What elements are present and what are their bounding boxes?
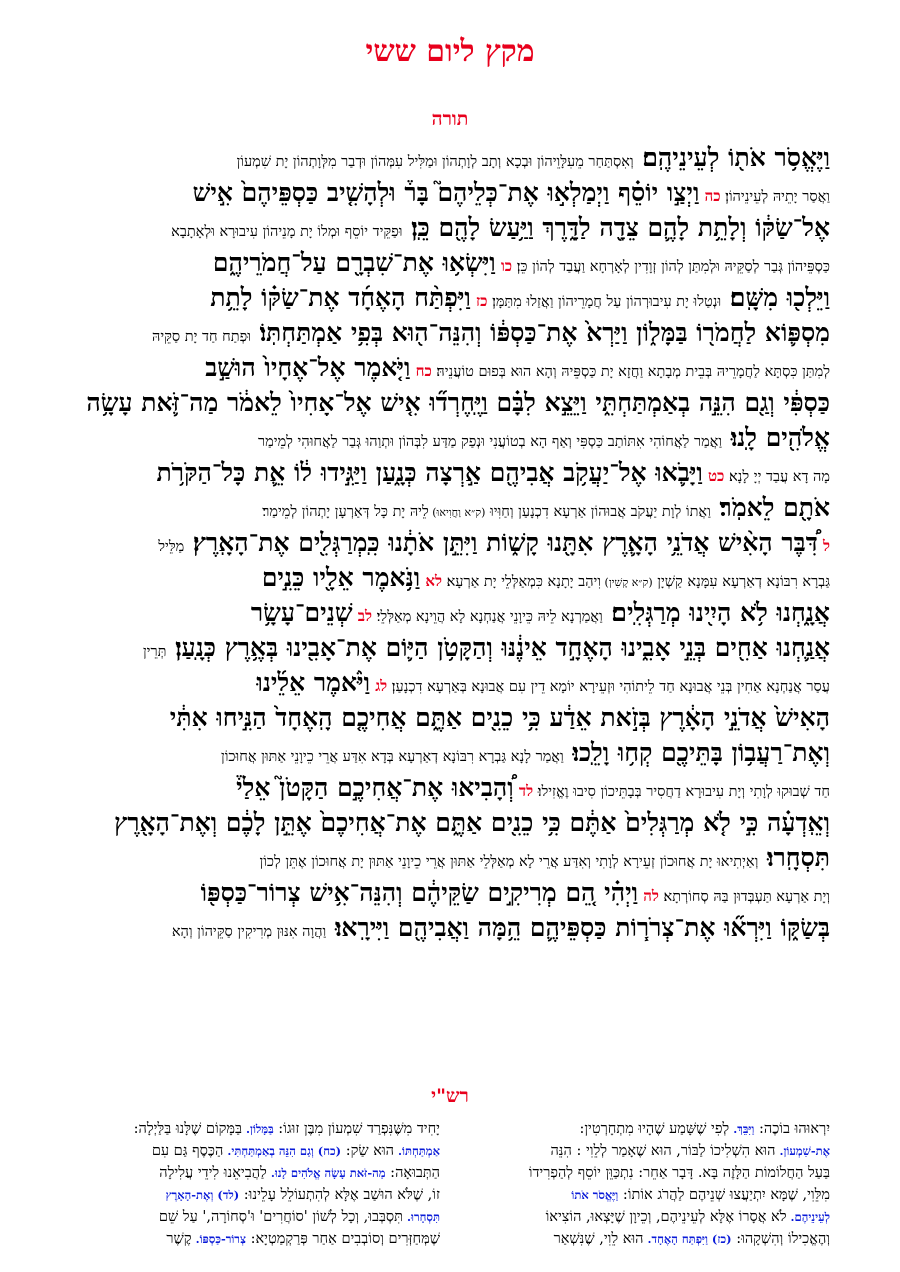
targum-text: כַּסְפֵּיהוֹן גְּבַר לְסַקֵּיהּ וּלְמִתַּן לְהוֹן זְוָדִין לְאָרְחָא וַעֲבַד לְהוֹן כֵּן׃ (512, 259, 830, 275)
targum-text: וַאֲסַר יָתֵיהּ לְעֵינֵיהוֹן׃ (720, 189, 830, 205)
targum-text: הַכֶּסֶף גַּם עִם (151, 1143, 224, 1159)
targum-text: וְיָת אַרְעָא תַּעְבְּדוּן בַּהּ סְחוֹרְתָא׃ (658, 889, 830, 905)
torah-line (74, 700, 830, 735)
dibbur-hamatchil: (לד) וְאֶת-הָאָרֶץ (165, 1188, 240, 1202)
torah-line (74, 490, 830, 525)
targum-text: הוּא שַׂק: (341, 1143, 395, 1159)
rashi-column-left (74, 1118, 440, 1247)
targum-text: גַּבְרָא רִבּוֹנָא דְאַרְעָא עִמָּנָא קַשְׁיָן (652, 574, 830, 590)
targum-text: לֹא אֲסָרוֹ אֶלָּא לְעֵינֵיהֶם, וְכֵיוָן שֶׁיָּצְאוּ, הוֹצִיאוֹ (545, 1209, 787, 1225)
dibbur-hamatchil: מַה-זֹּאת עָשָׂה אֱלֹהִים לָנוּ. (266, 1166, 386, 1180)
verse-text: אֲנָ֑חְנוּ לֹ֥א הָיִ֖ינוּ מְרַגְּלִֽים׃ (602, 598, 830, 627)
rashi-line (74, 1206, 440, 1228)
targum-text: וַאֲמַרְנָא לֵיהּ כֵּיוָנֵי אֲנַחְנָא לָא הֲוֵינָא מְאַלְּלֵי׃ (372, 609, 603, 625)
torah-line (74, 525, 830, 560)
verse-text: וַיְצַ֣ו יוֹסֵ֗ף וַיְמַלְא֣וּ אֶת־כְּלֵיהֶם֮ בָּר֒ וּלְהָשִׁ֤יב כַּסְפֵּיהֶם֙ אִ֣ישׁ (192, 178, 700, 207)
dibbur-hamatchil: אַמְתַּחְתּוֹ. (394, 1144, 440, 1158)
targum-text: וּפְתַח חַד יָת סַקֵּיהּ (152, 329, 251, 345)
rashi-commentary (74, 1118, 830, 1247)
verse-text: אֶל־שַׂקּ֔וֹ וְלָתֵ֥ת לָהֶ֛ם צֵדָ֖ה לַדָּ֑רֶךְ וַיַּ֥עַשׂ לָהֶ֖ם כֵּֽן׃ (402, 213, 830, 242)
torah-line (74, 210, 830, 245)
verse-number: לב (352, 607, 373, 625)
verse-number: לד (513, 782, 534, 800)
targum-text: זוֹ, שֶׁלֹּא הוּשַׁב אֶלָּא לְהִתְעוֹלֵל עָלֵינוּ: (239, 1187, 440, 1203)
torah-line (74, 140, 830, 175)
verse-text: וַנֹּ֥אמֶר אֵלָ֖יו כֵּנִ֣ים (261, 563, 421, 592)
targum-text: וְאַיְתִיאוּ יָת אֲחוּכוֹן זְעֵירָא לְוָתִי וְאִדַּע אֲרֵי לָא מְאַלְּלֵי אַתּוּן אֲרֵי כֵיוָנֵי אַתּוּן יָת אֲחוּכוֹן אֶתֵּן לְכוֹן (259, 854, 759, 870)
verse-number: כט (702, 467, 725, 485)
verse-number: לה (638, 887, 659, 905)
torah-heading: תורה (431, 108, 469, 130)
verse-text: הָאִישׁ֙ אֲדֹנֵ֣י הָאָ֔רֶץ בְּזֹ֣את אֵדַ֔ע כִּ֥י כֵנִ֖ים אַתֶּ֑ם אֲחִיכֶ֤ם הָֽאֶחָד֙ הַנִּ֣יחוּ אִתִּ֔י (169, 703, 830, 732)
dibbur-hamatchil: (כח) וְגַם הִנֵּה בְאַמְתַּחְתִּי. (223, 1144, 342, 1158)
targum-text: וַאֲמַר לַאֲחוֹהִי אִתּוֹתַב כַּסְפִּי וְאַף הָא בְטוֹעֲנִי וּנְפַק מַדַּע לִבְּהוֹן וּתְוַהוּ גְּבַר לַאֲחוּהִי לְמֵימַר (258, 434, 723, 450)
targum-text: וִיהַב יָתָנָא כִּמְאַלְּלֵי יָת אַרְעָא׃ (441, 574, 602, 590)
torah-line (74, 245, 830, 280)
rashi-line (464, 1162, 830, 1184)
torah-line (74, 875, 830, 910)
verse-text: דִּ֠בֶּר הָאִ֨ישׁ אֲדֹנֵ֥י הָאָ֛רֶץ אִתָּ֖נוּ קָשׁ֑וֹת וַיִּתֵּ֣ן אֹתָ֔נוּ כִּֽמְרַגְּלִ֖ים אֶת־הָאָֽרֶץ׃ (184, 528, 818, 557)
targum-text: לֵיהּ יָת כָּל דְּאַרְעָן יָתְהוֹן לְמֵימַר׃ (262, 504, 429, 520)
targum-text: עֲסַר אֲנַחְנָא אַחִין בְּנֵי אֲבוּנָא חַד לֵיתוֹהִי וּזְעֵירָא יוֹמָא דֵין עִם אֲבוּנָא בְּאַרְעָא דִכְנָעַן׃ (387, 679, 830, 695)
rashi-line (464, 1140, 830, 1162)
verse-text: מִסְפּ֛וֹא לַחֲמֹר֖וֹ בַּמָּל֑וֹן וַיַּרְא֙ אֶת־כַּסְפּ֔וֹ וְהִנֵּה־ה֖וּא בְּפִ֥י אַמְתַּחְתּֽוֹ׃ (250, 318, 830, 347)
targum-text: וְהֶאֱכִילוֹ וְהִשְׁקָהוּ: (731, 1231, 830, 1247)
torah-line (74, 595, 830, 630)
rashi-line (464, 1118, 830, 1140)
rashi-line (74, 1184, 440, 1206)
targum-text: בַּעַל הַחֲלוֹמוֹת הַלָּזֶה בָּא. דָּבָר אַחֵר: נִתְכַּוֵּן יוֹסֵף לְהַפְרִידוֹ (528, 1165, 830, 1181)
verse-number: ל (817, 537, 830, 555)
verse-text: וְ֠הָבִיאוּ אֶת־אֲחִיכֶ֣ם הַקָּטֹן֮ אֵלַי֒ (236, 773, 514, 802)
targum-text: לְפִי שֶׁשָּׁמַע שֶׁהָיוּ מִתְחָרְטִין: (579, 1121, 730, 1137)
dibbur-hamatchil: וַיִּבֵּךְ. (729, 1122, 755, 1136)
targum-text: יִרְאוּהוּ בוֹכֶה: (754, 1121, 830, 1137)
targum-text: בַּמָּקוֹם שֶׁלָּנוּ בַּלַּיְלָה: (133, 1121, 242, 1137)
verse-number: לא (420, 572, 442, 590)
dibbur-hamatchil: לְעֵינֵיהֶם. (786, 1210, 830, 1224)
verse-text: וַיֹּ֨אמֶר אֵלֵ֜ינוּ (256, 668, 370, 697)
torah-line (74, 420, 830, 455)
targum-text: לְמִתַּן כִּסְתָּא לַחֲמָרֵיהּ בְּבֵית מְבָתָא וַחֲזָא יָת כַּסְפֵּיהּ וְהָא הוּא בְּפוּם טוֹעֲנֵיהּ׃ (431, 364, 830, 380)
torah-line (74, 910, 830, 945)
verse-text: וַיֶּאֱסֹ֥ר אֹת֖וֹ לְעֵינֵיהֶֽם׃ (633, 143, 830, 172)
torah-line (74, 315, 830, 350)
torah-text-block (74, 140, 830, 1180)
targum-text: הַתְּבוּאָה: (385, 1165, 440, 1181)
dibbur-hamatchil: וַיֶּאֱסֹר אֹתוֹ (571, 1188, 619, 1202)
targum-text: וְאִסְתַּחַר מֵעִלָּוֵיהוֹן וּבְכָא וְתָב לְוָתְהוֹן וּמַלִּיל עִמְּהוֹן וּדְבַר מִלְּוָתְהוֹן יָת שִׁמְעוֹן (236, 154, 634, 170)
targum-text: שֶׁמְּחַזְּרִים וְסוֹבְבִים אַחַר פְּרַקְמַטְיָא: (245, 1231, 440, 1247)
verse-number: לג (370, 677, 388, 695)
torah-line (74, 770, 830, 805)
rashi-line (464, 1228, 830, 1250)
rashi-heading: רש"י (431, 1085, 469, 1107)
verse-text: וְאֵֽדְעָ֗ה כִּ֣י לֹ֤א מְרַגְּלִים֙ אַתֶּ֔ם כִּ֥י כֵנִ֖ים אַתֶּ֑ם אֶת־אֲחִיכֶם֙ אֶתֵּ֣ן לָכֶ֔ם וְאֶת־הָאָ֖רֶץ (114, 808, 830, 837)
dibbur-hamatchil: (כז) וַיִּפְתַּח הָאֶחָד. (643, 1232, 732, 1246)
targum-text: חַד שְׁבוּקוּ לְוָתִי וְיָת עִיבוּרָא דַחֲסִיר בְּבָתֵּיכוֹן סִיבוּ וֶאֱזִילוּ׃ (533, 784, 830, 800)
targum-text: מַלֵּיל (158, 539, 185, 555)
torah-line (74, 805, 830, 840)
rashi-column-right (464, 1118, 830, 1247)
verse-text: וְאֶת־רַעֲב֥וֹן בָּתֵּיכֶ֖ם קְח֥וּ וָלֵֽכוּ׃ (563, 738, 830, 767)
torah-line (74, 735, 830, 770)
keri-note: (ק״א וַחֲוִיאוּ) (428, 506, 486, 519)
verse-text: שְׁנֵים־עָשָׂ֥ר (250, 598, 353, 627)
verse-text: וַיִּפְתַּ֨ח הָאֶחָ֜ד אֶת־שַׂקּ֗וֹ לָתֵ֥ת (210, 283, 471, 312)
verse-text: וַיִּשְׂא֥וּ אֶת־שִׁבְרָ֖ם עַל־חֲמֹרֵיהֶ֑ם (212, 248, 496, 277)
verse-number: כו (495, 257, 513, 275)
targum-text: וּפַקֵּיד יוֹסֵף וּמְלוֹ יָת מָנֵיהוֹן עִיבוּרָא וּלְאָתָבָא (171, 224, 403, 240)
torah-line (74, 280, 830, 315)
verse-text: וַיֹּ֤אמֶר אֶל־אֶחָיו֙ הוּשַׁ֣ב (205, 353, 411, 382)
targum-text: מָה דָא עֲבַד יְיָ לָנָא׃ (724, 469, 830, 485)
verse-text: וַיְהִ֗י הֵ֚ם מְרִיקִ֣ים שַׂקֵּיהֶ֔ם וְהִנֵּה־אִ֥ישׁ צְרוֹר־כַּסְפּ֖וֹ (200, 878, 639, 907)
targum-text: קֶשֶׁר (166, 1231, 192, 1247)
verse-number: כה (699, 187, 721, 205)
dibbur-hamatchil: אֶת-שִׁמְעוֹן. (775, 1144, 830, 1158)
dibbur-hamatchil: צְרוֹר-כַּסְפּוֹ. (191, 1232, 246, 1246)
targum-text: וַאֲתוֹ לְוָת יַעֲקֹב אֲבוּהוֹן אַרְעָא דִכְנָעַן וְחַוִּיוּ (485, 504, 711, 520)
torah-line (74, 350, 830, 385)
targum-text: מִלֵּוִי, שֶׁמָּא יִתְיַעֲצוּ שְׁנֵיהֶם לַהֲרֹג אוֹתוֹ: (618, 1187, 830, 1203)
targum-text: לַהֲבִיאֵנוּ לִידֵי עֲלִילָה (159, 1165, 267, 1181)
keri-note: (ק״א קָשִׁין) (601, 576, 653, 589)
rashi-line (464, 1184, 830, 1206)
rashi-line (74, 1228, 440, 1250)
verse-text: אֱלֹהִ֖ים לָֽנוּ׃ (722, 423, 830, 452)
rashi-line (464, 1206, 830, 1228)
verse-text: וַיֵּלְכ֖וּ מִשָּֽׁם׃ (721, 283, 830, 312)
rashi-line (74, 1118, 440, 1140)
targum-text: תְּרֵין (142, 644, 167, 660)
verse-text: וַיָּבֹ֛אוּ אֶל־יַעֲקֹ֥ב אֲבִיהֶ֖ם אַ֣רְצָה כְּנָ֑עַן וַיַּגִּ֣ידוּ ל֔וֹ אֵ֛ת כָּל־הַקֹּרֹ֥ת (156, 458, 703, 487)
torah-line (74, 455, 830, 490)
targum-text: וַהֲוָה אִנּוּן מְרִיקִין סַקֵּיהוֹן וְהָא (171, 924, 327, 940)
torah-line (74, 560, 830, 595)
targum-text: הוּא לֵוִי, שֶׁנִּשְׁאַר (553, 1231, 644, 1247)
targum-text: יָחִיד מִשֶּׁנִּפְרַד שִׁמְעוֹן מִבֶּן זוּגוֹ: (273, 1121, 440, 1137)
torah-line (74, 630, 830, 665)
verse-number: כח (410, 362, 432, 380)
torah-line (74, 175, 830, 210)
dibbur-hamatchil: בַּמָּלוֹן. (242, 1122, 274, 1136)
verse-number: כז (470, 292, 488, 310)
verse-text: כַּסְפִּ֔י וְגַ֖ם הִנֵּ֣ה בְאַמְתַּחְתִּ֑י וַיֵּצֵ֣א לִבָּ֗ם וַיֶּֽחֶרְד֞וּ אִ֤ישׁ אֶל־אָחִיו֙ לֵאמֹ֔ר מַה־זֹּ֛את עָשָׂ֥ה (86, 388, 830, 417)
verse-text: תִּסְחָֽרוּ׃ (758, 843, 830, 872)
targum-text: וַאֲמַר לָנָא גַּבְרָא רִבּוֹנָא דְאַרְעָא בְּדָא אִדַּע אֲרֵי כֵיוָנֵי אַתּוּן אֲחוּכוֹן (221, 749, 564, 765)
verse-text: אֲנַ֛חְנוּ אַחִ֖ים בְּנֵ֣י אָבִ֑ינוּ הָאֶחָ֣ד אֵינֶ֔נּוּ וְהַקָּטֹ֥ן הַיּ֛וֹם אֶת־אָבִ֖ינוּ בְּאֶ֥רֶץ כְּנָֽעַן׃ (166, 633, 830, 662)
torah-line (74, 840, 830, 875)
verse-text: אֹתָ֖ם לֵאמֹֽר׃ (710, 493, 830, 522)
torah-line (74, 665, 830, 700)
rashi-line (74, 1140, 440, 1162)
targum-text: הוּא הִשְׁלִיכוֹ לַבּוֹר, הוּא שֶׁאָמַר לְלֵוִי : הִנֵּה (550, 1143, 776, 1159)
page-title: מקץ ליום ששי (365, 34, 535, 69)
targum-text: וּנְטַלוּ יָת עִיבוּרְהוֹן עַל חֲמָרֵיהוֹן וַאֲזַלוּ מִתַּמָּן׃ (487, 294, 722, 310)
rashi-line (74, 1162, 440, 1184)
dibbur-hamatchil: תִּסְחָרוּ. (403, 1210, 440, 1224)
torah-line (74, 385, 830, 420)
verse-text: בְּשַׂקּ֑וֹ וַיִּרְא֞וּ אֶת־צְרֹר֧וֹת כַּסְפֵּיהֶ֛ם הֵ֥מָּה וַאֲבִיהֶ֖ם וַיִּירָֽאוּ׃ (326, 913, 830, 942)
targum-text: תִּסְבְּבוּ, וְכָל לְשׁוֹן 'סוֹחֲרִים' וּ'סְחוֹרָה,' עַל שֵׁם (158, 1209, 404, 1225)
